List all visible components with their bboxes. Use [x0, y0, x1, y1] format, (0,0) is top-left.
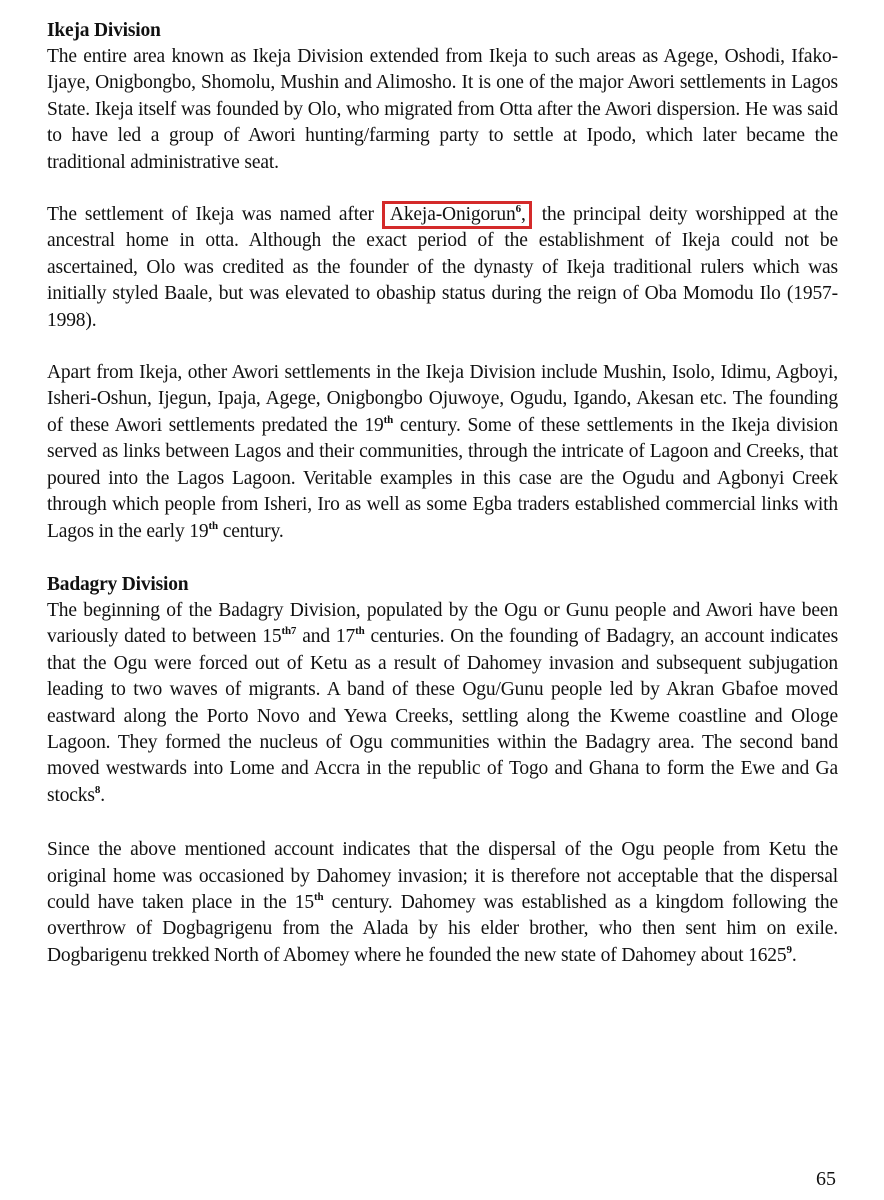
page-number: 65 — [816, 1168, 836, 1190]
highlighted-term: Akeja-Onigorun — [389, 204, 516, 226]
text-segment: the principal deity worshipped at the ancestral home in otta. Although the exact period of the establishment of Ikeja could not be ascertained, Olo was credited as the founder of the dynasty of Ikeja traditional rulers which was initially styled Baale, but was elevated to obaship status during the reign of Oba Momodu Ilo (1957-1998). — [47, 204, 839, 331]
paragraph-ikeja-naming — [47, 202, 838, 334]
paragraph-badagry-beginning — [47, 598, 838, 809]
text-segment: Apart from Ikeja, other Awori settlements in the Ikeja Division include Mushin, Isolo, Idimu, Agboyi, Isheri-Oshun, Ijegun, Ipaja, Agege, Onigbongbo Ojuwoye, Ogudu, Igando, Akesan etc. The founding of these Awori settlements predated the 19 — [47, 362, 838, 436]
superscript: th — [208, 519, 218, 532]
text-segment: Since the above mentioned account indicates that the dispersal of the Ogu people from Ketu the original home was occasioned by Dahomey invasion; it is therefore not acceptable that the dispersal could have taken place in the 15 — [47, 839, 838, 913]
highlighted-term-box[interactable] — [382, 201, 532, 229]
paragraph-badagry-dahomey — [47, 837, 838, 969]
superscript: th — [383, 413, 394, 426]
text-segment: century. Some of these settlements in the Ikeja division served as links between Lagos and their communities, through the intricate of Lagoon and Creeks, that poured into the Lagos Lagoon. Veritable examples in this case are the Ogudu and Agbonyi Creek through which people from Isheri, Iro as well as some Egba traders established commercial links with Lagos in the early 19 — [47, 414, 838, 542]
footnote-ref: 9 — [786, 943, 792, 956]
paragraph-ikeja-settlements — [47, 360, 838, 545]
text-segment: and 17 — [302, 626, 356, 648]
superscript: th7 — [281, 625, 297, 638]
text-segment: centuries. On the founding of Badagry, an account indicates that the Ogu were forced out of Ketu as a result of Dahomey invasion and subsequent subjugation leading to two waves of migrants. A band of these Ogu/Gunu people led by Akran Gbafoe moved eastward along the Porto Novo and Yewa Creeks, settling along the Kweme coastline and Ologe Lagoon. They formed the nucleus of Ogu communities within the Badagry area. The second band moved westwards into Lome and Accra in the republic of Togo and Ghana to form the Ewe and Ga stocks — [47, 626, 839, 806]
text-segment: . — [100, 784, 105, 806]
footnote-ref: 6 — [515, 203, 521, 216]
text-segment: The settlement of Ikeja was named after — [47, 204, 374, 226]
footnote-ref: 8 — [94, 783, 101, 796]
superscript: th — [314, 890, 324, 903]
text-segment: century. — [222, 520, 284, 542]
section-heading-ikeja: Ikeja Division — [47, 20, 161, 41]
text-segment: , — [520, 204, 526, 226]
section-heading-badagry: Badagry Division — [47, 573, 189, 595]
text-segment: . — [791, 944, 797, 966]
superscript: th — [355, 625, 365, 638]
text-segment: century. Dahomey was established as a kingdom following the overthrow of Dogbagrigenu from the Alada by his elder brother, who then sent him on exile. Dogbarigenu trekked North of Abomey where he founded the new state of Dahomey about 1625 — [47, 891, 838, 966]
paragraph-ikeja-intro: The entire area known as Ikeja Division extended from Ikeja to such areas as Agege, Oshodi, Ifako-Ijaye, Onigbongbo, Shomolu, Mushin and Alimosho. It is one of the major Awori settlements in Lagos State. Ikeja itself was founded by Olo, who migrated from Otta after the Awori dispersion. He was said to have led a group of Awori hunting/farming party to settle at Ipodo, which later became the traditional administrative seat. — [47, 46, 838, 173]
text-segment: The beginning of the Badagry Division, populated by the Ogu or Gunu people and Awori have been variously dated to between 15 — [47, 599, 838, 648]
